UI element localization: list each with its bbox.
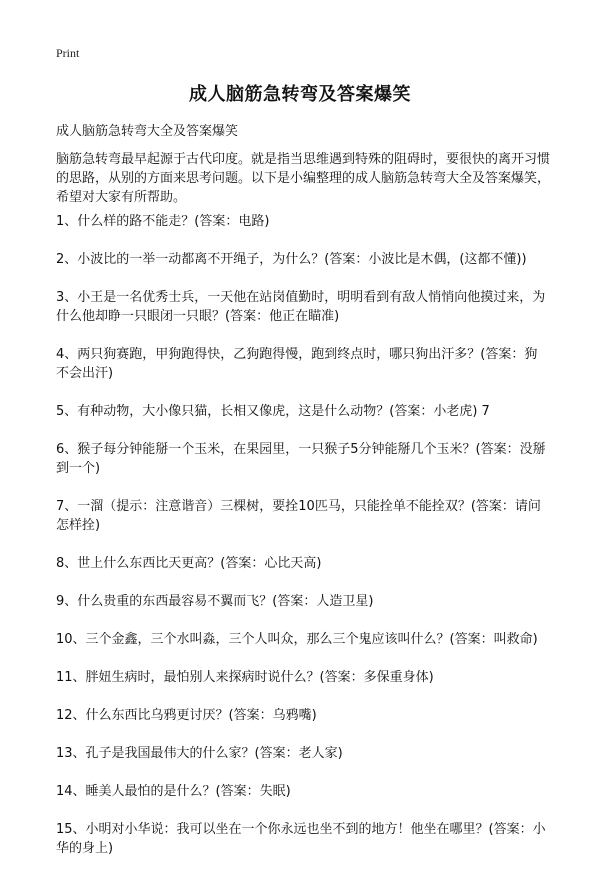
question-item: 2、小波比的一举一动都离不开绳子，为什么？(答案：小波比是木偶，(这都不懂)) <box>56 252 527 267</box>
question-item: 5、有种动物，大小像只猫，长相又像虎，这是什么动物？(答案：小老虎) 7 <box>56 404 490 419</box>
document-subtitle: 成人脑筋急转弯大全及答案爆笑 <box>56 124 239 139</box>
question-item: 10、三个金鑫，三个水叫淼，三个人叫众，那么三个鬼应该叫什么？(答案：叫救命) <box>56 632 538 647</box>
question-item: 7、一溜（提示：注意谐音）三棵树，要拴10匹马，只能拴单不能拴双？(答案：请问怎样拴) <box>56 499 541 533</box>
question-item: 3、小王是一名优秀士兵，一天他在站岗值勤时，明明看到有敌人悄悄向他摸过来，为什么他却睁一只眼闭一只眼？(答案：他正在瞄准) <box>56 290 546 324</box>
question-item: 9、什么贵重的东西最容易不翼而飞？(答案：人造卫星) <box>56 594 374 609</box>
question-item: 13、孔子是我国最伟大的什么家？(答案：老人家) <box>56 746 343 761</box>
question-item: 8、世上什么东西比天更高？(答案：心比天高) <box>56 556 322 571</box>
print-label: Print <box>56 46 80 60</box>
question-item: 4、两只狗赛跑，甲狗跑得快，乙狗跑得慢，跑到终点时，哪只狗出汗多？(答案：狗不会出汗) <box>56 347 538 381</box>
intro-paragraph: 脑筋急转弯最早起源于古代印度。就是指当思维遇到特殊的阻碍时，要很快的离开习惯的思路，从别的方面来思考问题。以下是小编整理的成人脑筋急转弯大全及答案爆笑，希望对大家有所帮助。 <box>56 152 551 205</box>
question-item: 1、什么样的路不能走？(答案：电路) <box>56 214 270 229</box>
question-item: 6、猴子每分钟能掰一个玉米，在果园里，一只猴子5分钟能掰几个玉米？(答案：没掰到一个) <box>56 442 546 476</box>
document-title: 成人脑筋急转弯及答案爆笑 <box>189 84 411 105</box>
question-item: 15、小明对小华说：我可以坐在一个你永远也坐不到的地方！他坐在哪里？(答案：小华的身上) <box>56 822 546 856</box>
question-list <box>56 212 550 877</box>
question-item: 11、胖妞生病时，最怕别人来探病时说什么？(答案：多保重身体) <box>56 670 434 685</box>
question-item: 12、什么东西比乌鸦更讨厌？(答案：乌鸦嘴) <box>56 708 317 723</box>
question-item: 14、睡美人最怕的是什么？(答案：失眠) <box>56 784 291 799</box>
